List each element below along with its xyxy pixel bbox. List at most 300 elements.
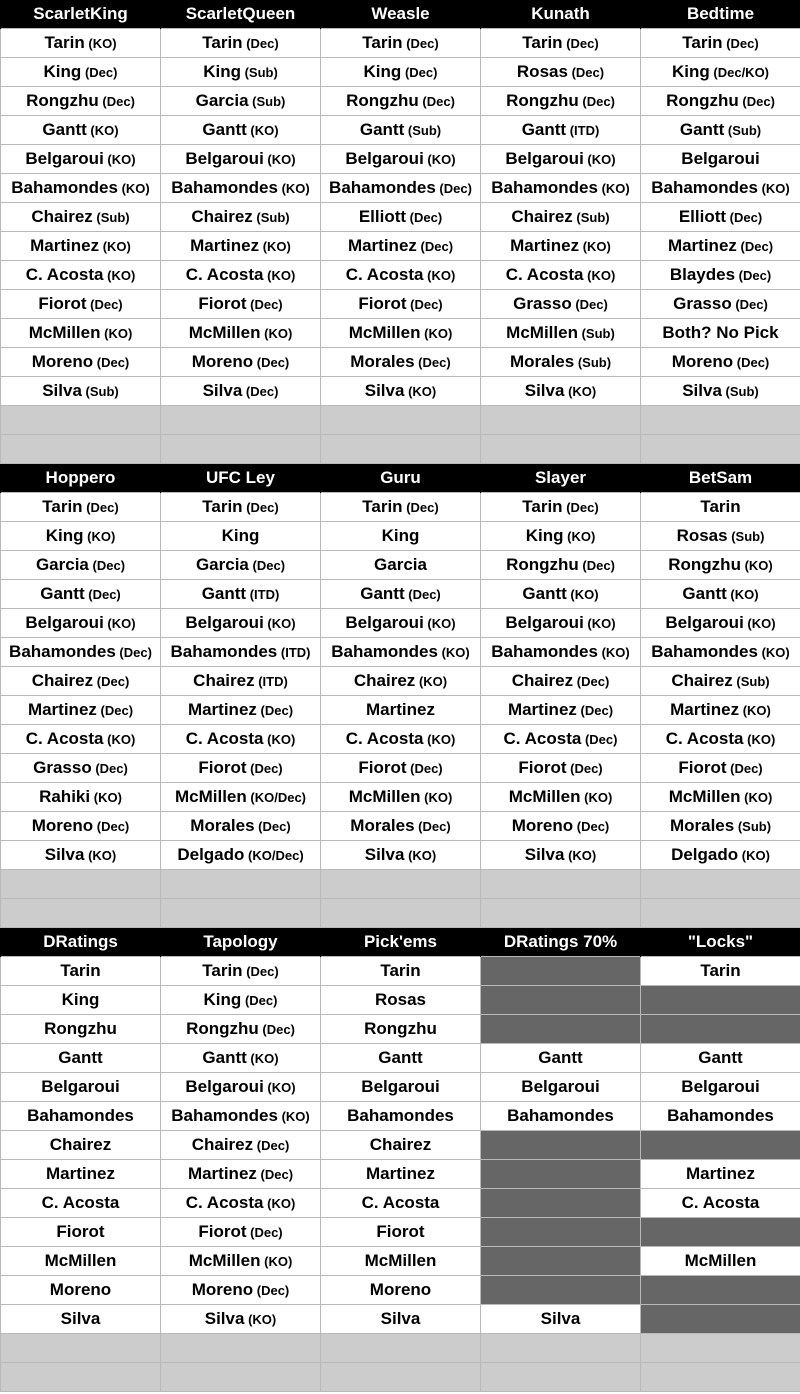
pick-cell[interactable]	[481, 348, 641, 377]
pick-cell[interactable]	[161, 203, 321, 232]
pick-cell[interactable]	[161, 725, 321, 754]
pick-cell[interactable]	[481, 203, 641, 232]
pick-cell[interactable]	[321, 203, 481, 232]
pick-cell[interactable]	[1, 232, 161, 261]
pick-cell[interactable]	[481, 580, 641, 609]
pick-cell[interactable]	[321, 754, 481, 783]
pick-cell[interactable]	[321, 145, 481, 174]
pick-cell[interactable]	[481, 754, 641, 783]
column-header[interactable]: "Locks"	[641, 928, 800, 957]
picks-section-2	[0, 464, 800, 928]
column-header[interactable]: Guru	[321, 464, 481, 493]
pick-cell[interactable]	[321, 1305, 481, 1334]
pick-cell[interactable]	[641, 841, 800, 870]
empty-cell[interactable]	[161, 406, 321, 435]
pick-cell[interactable]	[641, 1044, 800, 1073]
pick-cell[interactable]	[641, 1073, 800, 1102]
pick-cell[interactable]	[161, 87, 321, 116]
pick-cell[interactable]	[481, 1044, 641, 1073]
empty-cell[interactable]	[641, 1363, 800, 1392]
fighter-name: Rongzhu	[346, 91, 419, 110]
pick-cell[interactable]	[481, 1073, 641, 1102]
pick-cell[interactable]	[481, 290, 641, 319]
pick-cell[interactable]	[161, 348, 321, 377]
column-header[interactable]: Kunath	[481, 0, 641, 29]
pick-cell[interactable]	[161, 551, 321, 580]
pick-cell[interactable]	[321, 1073, 481, 1102]
pick-cell[interactable]	[321, 580, 481, 609]
fighter-name: McMillen	[174, 787, 247, 806]
pick-cell[interactable]	[481, 667, 641, 696]
pick-cell[interactable]	[321, 1015, 481, 1044]
fighter-name: C. Acosta	[185, 729, 264, 748]
blocked-cell[interactable]	[641, 1218, 800, 1247]
pick-cell[interactable]	[1, 1189, 161, 1218]
pick-cell[interactable]	[481, 551, 641, 580]
pick-cell[interactable]	[481, 377, 641, 406]
pick-cell[interactable]	[481, 493, 641, 522]
column-header[interactable]: Hoppero	[1, 464, 161, 493]
pick-cell[interactable]	[321, 348, 481, 377]
pick-cell[interactable]	[481, 145, 641, 174]
win-method: (Dec)	[418, 355, 451, 370]
pick-cell[interactable]	[161, 1102, 321, 1131]
fighter-name: King	[671, 62, 710, 81]
empty-cell[interactable]	[321, 1363, 481, 1392]
fighter-name: Garcia	[374, 555, 427, 574]
pick-cell[interactable]	[321, 957, 481, 986]
pick-cell[interactable]	[321, 1131, 481, 1160]
column-header[interactable]: Tapology	[161, 928, 321, 957]
pick-cell[interactable]	[481, 116, 641, 145]
pick-cell[interactable]	[321, 638, 481, 667]
pick-cell[interactable]	[641, 725, 800, 754]
empty-cell[interactable]	[161, 435, 321, 464]
pick-cell[interactable]	[161, 29, 321, 58]
pick-cell[interactable]	[1, 638, 161, 667]
pick-cell[interactable]	[321, 493, 481, 522]
pick-cell[interactable]	[481, 522, 641, 551]
pick-cell[interactable]	[641, 145, 800, 174]
empty-cell[interactable]	[641, 899, 800, 928]
pick-cell[interactable]	[321, 377, 481, 406]
pick-cell[interactable]	[161, 812, 321, 841]
pick-cell[interactable]	[641, 1160, 800, 1189]
blocked-cell[interactable]	[641, 1276, 800, 1305]
pick-cell[interactable]	[641, 174, 800, 203]
win-method: (KO)	[262, 239, 291, 254]
pick-cell[interactable]	[1, 957, 161, 986]
pick-cell[interactable]	[641, 87, 800, 116]
pick-cell[interactable]	[321, 116, 481, 145]
pick-cell[interactable]	[1, 1044, 161, 1073]
empty-cell[interactable]	[1, 435, 161, 464]
empty-cell[interactable]	[1, 406, 161, 435]
pick-cell[interactable]	[161, 261, 321, 290]
pick-cell[interactable]	[161, 522, 321, 551]
fighter-name: Delgado	[177, 845, 245, 864]
pick-cell[interactable]	[321, 783, 481, 812]
pick-cell[interactable]	[641, 638, 800, 667]
pick-cell[interactable]	[161, 319, 321, 348]
win-method: (KO)	[93, 790, 122, 805]
empty-cell[interactable]	[481, 435, 641, 464]
header-row	[1, 928, 800, 957]
pick-cell[interactable]	[641, 580, 800, 609]
fighter-name: Martinez	[187, 700, 257, 719]
pick-cell[interactable]	[321, 1218, 481, 1247]
pick-cell[interactable]	[161, 116, 321, 145]
pick-cell[interactable]	[641, 667, 800, 696]
pick-cell[interactable]	[641, 812, 800, 841]
pick-cell[interactable]	[481, 841, 641, 870]
pick-cell[interactable]	[1, 87, 161, 116]
empty-cell[interactable]	[161, 1363, 321, 1392]
blocked-cell[interactable]	[641, 1131, 800, 1160]
pick-cell[interactable]	[1, 1131, 161, 1160]
pick-cell[interactable]	[1, 609, 161, 638]
pick-cell[interactable]	[161, 783, 321, 812]
pick-cell[interactable]	[1, 116, 161, 145]
pick-cell[interactable]	[641, 609, 800, 638]
pick-cell[interactable]	[161, 1247, 321, 1276]
column-header[interactable]: Pick'ems	[321, 928, 481, 957]
win-method: (Sub)	[252, 94, 286, 109]
pick-cell[interactable]	[1, 203, 161, 232]
pick-cell[interactable]	[161, 493, 321, 522]
pick-cell[interactable]	[161, 1073, 321, 1102]
empty-cell[interactable]	[321, 870, 481, 899]
pick-cell[interactable]	[1, 1160, 161, 1189]
win-method: (KO)	[107, 152, 136, 167]
blocked-cell[interactable]	[481, 1276, 641, 1305]
pick-cell[interactable]	[161, 1044, 321, 1073]
pick-cell[interactable]	[321, 290, 481, 319]
empty-cell[interactable]	[1, 870, 161, 899]
pick-cell[interactable]	[481, 261, 641, 290]
pick-cell[interactable]	[1, 522, 161, 551]
pick-cell[interactable]	[161, 754, 321, 783]
pick-cell[interactable]	[481, 696, 641, 725]
fighter-name: Bahamondes	[347, 1106, 454, 1125]
pick-cell[interactable]	[481, 1305, 641, 1334]
blocked-cell[interactable]	[641, 986, 800, 1015]
pick-cell[interactable]	[641, 957, 800, 986]
pick-cell[interactable]	[1, 58, 161, 87]
empty-cell[interactable]	[321, 435, 481, 464]
pick-cell[interactable]	[641, 522, 800, 551]
pick-cell[interactable]	[161, 609, 321, 638]
pick-cell[interactable]	[481, 174, 641, 203]
win-method: (KO)	[601, 645, 630, 660]
pick-cell[interactable]	[321, 696, 481, 725]
pick-cell[interactable]	[641, 116, 800, 145]
pick-cell[interactable]	[481, 1102, 641, 1131]
pick-cell[interactable]	[641, 58, 800, 87]
fighter-name: Fiorot	[376, 1222, 425, 1241]
pick-cell[interactable]	[1, 841, 161, 870]
win-method: (Sub)	[244, 65, 278, 80]
empty-row	[1, 899, 800, 928]
pick-cell[interactable]	[641, 1102, 800, 1131]
fighter-name: Tarin	[362, 33, 403, 52]
pick-cell[interactable]	[161, 145, 321, 174]
blocked-cell[interactable]	[481, 1218, 641, 1247]
pick-cell[interactable]	[1, 290, 161, 319]
empty-cell[interactable]	[161, 870, 321, 899]
pick-cell[interactable]	[161, 1218, 321, 1247]
pick-cell[interactable]	[321, 29, 481, 58]
pick-cell[interactable]	[1, 812, 161, 841]
empty-cell[interactable]	[641, 1334, 800, 1363]
fighter-name: Chairez	[193, 671, 255, 690]
empty-cell[interactable]	[481, 406, 641, 435]
pick-cell[interactable]	[1, 580, 161, 609]
pick-cell[interactable]	[1, 145, 161, 174]
pick-cell[interactable]	[641, 783, 800, 812]
blocked-cell[interactable]	[481, 986, 641, 1015]
pick-cell[interactable]	[161, 580, 321, 609]
fighter-name: Fiorot	[198, 1222, 247, 1241]
pick-cell[interactable]	[321, 609, 481, 638]
win-method: (Dec)	[250, 1225, 283, 1240]
pick-cell[interactable]	[481, 87, 641, 116]
pick-cell[interactable]	[641, 1247, 800, 1276]
pick-cell[interactable]	[1, 348, 161, 377]
pick-cell[interactable]	[481, 812, 641, 841]
fighter-name: Rongzhu	[506, 91, 579, 110]
pick-cell[interactable]	[1, 986, 161, 1015]
column-header[interactable]: Slayer	[481, 464, 641, 493]
fighter-name: Bahamondes	[27, 1106, 134, 1125]
fighter-name: Rongzhu	[186, 1019, 259, 1038]
pick-cell[interactable]	[321, 725, 481, 754]
table-row	[1, 580, 800, 609]
blocked-cell[interactable]	[641, 1305, 800, 1334]
column-header[interactable]: UFC Ley	[161, 464, 321, 493]
blocked-cell[interactable]	[481, 1247, 641, 1276]
pick-cell[interactable]	[321, 1102, 481, 1131]
pick-cell[interactable]	[161, 377, 321, 406]
pick-cell[interactable]	[321, 174, 481, 203]
blocked-cell[interactable]	[481, 1189, 641, 1218]
empty-cell[interactable]	[481, 870, 641, 899]
pick-cell[interactable]	[321, 1189, 481, 1218]
fighter-name: Chairez	[49, 1135, 112, 1154]
table-row	[1, 58, 800, 87]
pick-cell[interactable]	[321, 986, 481, 1015]
fighter-name: Tarin	[522, 33, 563, 52]
pick-cell[interactable]	[321, 232, 481, 261]
pick-cell[interactable]	[1, 667, 161, 696]
blocked-cell[interactable]	[481, 1015, 641, 1044]
empty-cell[interactable]	[481, 1363, 641, 1392]
pick-cell[interactable]	[321, 1160, 481, 1189]
pick-cell[interactable]	[641, 261, 800, 290]
fighter-name: Morales	[190, 816, 255, 835]
empty-cell[interactable]	[481, 899, 641, 928]
pick-cell[interactable]	[481, 29, 641, 58]
table-row	[1, 174, 800, 203]
win-method: (ITD)	[280, 645, 311, 660]
pick-cell[interactable]	[1, 319, 161, 348]
win-method: (KO)	[107, 732, 136, 747]
blocked-cell[interactable]	[641, 1015, 800, 1044]
empty-cell[interactable]	[161, 1334, 321, 1363]
pick-cell[interactable]	[1, 725, 161, 754]
win-method: (Dec)	[102, 94, 135, 109]
column-header[interactable]: Bedtime	[641, 0, 800, 29]
pick-cell[interactable]	[161, 667, 321, 696]
empty-cell[interactable]	[161, 899, 321, 928]
pick-cell[interactable]	[161, 1276, 321, 1305]
win-method: (KO)	[250, 1051, 279, 1066]
pick-cell[interactable]	[161, 986, 321, 1015]
pick-cell[interactable]	[481, 319, 641, 348]
pick-cell[interactable]	[321, 261, 481, 290]
pick-cell[interactable]	[1, 696, 161, 725]
fighter-name: Fiorot	[198, 294, 247, 313]
pick-cell[interactable]	[641, 493, 800, 522]
empty-cell[interactable]	[1, 899, 161, 928]
pick-cell[interactable]	[641, 377, 800, 406]
pick-cell[interactable]	[641, 232, 800, 261]
empty-cell[interactable]	[641, 870, 800, 899]
empty-cell[interactable]	[321, 899, 481, 928]
pick-cell[interactable]	[161, 841, 321, 870]
win-method: (Dec)	[422, 94, 455, 109]
pick-cell[interactable]	[161, 232, 321, 261]
pick-cell[interactable]	[641, 29, 800, 58]
fighter-name: Chairez	[31, 671, 94, 690]
win-method: (Sub)	[725, 384, 759, 399]
column-header[interactable]: DRatings	[1, 928, 161, 957]
column-header[interactable]: ScarletQueen	[161, 0, 321, 29]
column-header[interactable]: DRatings 70%	[481, 928, 641, 957]
pick-cell[interactable]	[161, 1160, 321, 1189]
pick-cell[interactable]	[1, 1102, 161, 1131]
pick-cell[interactable]	[321, 667, 481, 696]
empty-row	[1, 406, 800, 435]
pick-cell[interactable]	[481, 725, 641, 754]
fighter-name: C. Acosta	[41, 1193, 120, 1212]
pick-cell[interactable]	[1, 29, 161, 58]
pick-cell[interactable]	[161, 1131, 321, 1160]
pick-cell[interactable]	[321, 841, 481, 870]
fighter-name: Belgaroui	[361, 1077, 440, 1096]
pick-cell[interactable]	[641, 348, 800, 377]
table-row	[1, 1160, 800, 1189]
blocked-cell[interactable]	[481, 1160, 641, 1189]
pick-cell[interactable]	[641, 203, 800, 232]
win-method: (Sub)	[737, 819, 772, 834]
pick-cell[interactable]	[321, 1276, 481, 1305]
pick-cell[interactable]	[161, 638, 321, 667]
pick-cell[interactable]	[481, 638, 641, 667]
pick-cell[interactable]	[641, 319, 800, 348]
pick-cell[interactable]	[641, 754, 800, 783]
pick-cell[interactable]	[161, 290, 321, 319]
pick-cell[interactable]	[161, 174, 321, 203]
pick-cell[interactable]	[321, 319, 481, 348]
pick-cell[interactable]	[1, 1015, 161, 1044]
fighter-name: Morales	[350, 816, 415, 835]
pick-cell[interactable]	[321, 1247, 481, 1276]
pick-cell[interactable]	[481, 58, 641, 87]
pick-cell[interactable]	[161, 957, 321, 986]
pick-cell[interactable]	[641, 290, 800, 319]
empty-cell[interactable]	[641, 406, 800, 435]
pick-cell[interactable]	[161, 58, 321, 87]
pick-cell[interactable]	[481, 609, 641, 638]
pick-cell[interactable]	[481, 783, 641, 812]
pick-cell[interactable]	[321, 58, 481, 87]
win-method: (KO)	[102, 239, 131, 254]
pick-cell[interactable]	[1, 754, 161, 783]
pick-cell[interactable]	[1, 261, 161, 290]
fighter-name: Rongzhu	[26, 91, 99, 110]
win-method: (Dec)	[406, 500, 439, 515]
empty-cell[interactable]	[1, 1334, 161, 1363]
pick-cell[interactable]	[161, 1305, 321, 1334]
fighter-name: Belgaroui	[681, 149, 760, 168]
pick-cell[interactable]	[1, 493, 161, 522]
pick-cell[interactable]	[161, 1015, 321, 1044]
empty-cell[interactable]	[481, 1334, 641, 1363]
fighter-name: Tarin	[362, 497, 403, 516]
column-header[interactable]: BetSam	[641, 464, 800, 493]
empty-cell[interactable]	[1, 1363, 161, 1392]
pick-cell[interactable]	[161, 1189, 321, 1218]
pick-cell[interactable]	[1, 174, 161, 203]
pick-cell[interactable]	[321, 551, 481, 580]
column-header[interactable]: Weasle	[321, 0, 481, 29]
empty-cell[interactable]	[321, 1334, 481, 1363]
pick-cell[interactable]	[321, 87, 481, 116]
win-method: (Sub)	[85, 384, 119, 399]
pick-cell[interactable]	[1, 1305, 161, 1334]
pick-cell[interactable]	[1, 1276, 161, 1305]
blocked-cell[interactable]	[481, 1131, 641, 1160]
empty-cell[interactable]	[641, 435, 800, 464]
pick-cell[interactable]	[1, 1073, 161, 1102]
pick-cell[interactable]	[481, 232, 641, 261]
pick-cell[interactable]	[641, 696, 800, 725]
column-header[interactable]: ScarletKing	[1, 0, 161, 29]
pick-cell[interactable]	[1, 783, 161, 812]
pick-cell[interactable]	[1, 551, 161, 580]
fighter-name: McMillen	[188, 323, 261, 342]
pick-cell[interactable]	[321, 1044, 481, 1073]
fighter-name: Fiorot	[358, 294, 407, 313]
pick-cell[interactable]	[1, 1247, 161, 1276]
fighter-name: Rongzhu	[506, 555, 579, 574]
blocked-cell[interactable]	[481, 957, 641, 986]
pick-cell[interactable]	[641, 551, 800, 580]
pick-cell[interactable]	[641, 1189, 800, 1218]
pick-cell[interactable]	[321, 522, 481, 551]
win-method: (KO)	[418, 674, 448, 689]
empty-cell[interactable]	[321, 406, 481, 435]
pick-cell[interactable]	[1, 377, 161, 406]
fighter-name: Moreno	[191, 352, 254, 371]
fighter-name: Chairez	[31, 207, 93, 226]
pick-cell[interactable]	[1, 1218, 161, 1247]
pick-cell[interactable]	[321, 812, 481, 841]
pick-cell[interactable]	[161, 696, 321, 725]
table-row	[1, 667, 800, 696]
win-method: (Sub)	[581, 326, 615, 341]
